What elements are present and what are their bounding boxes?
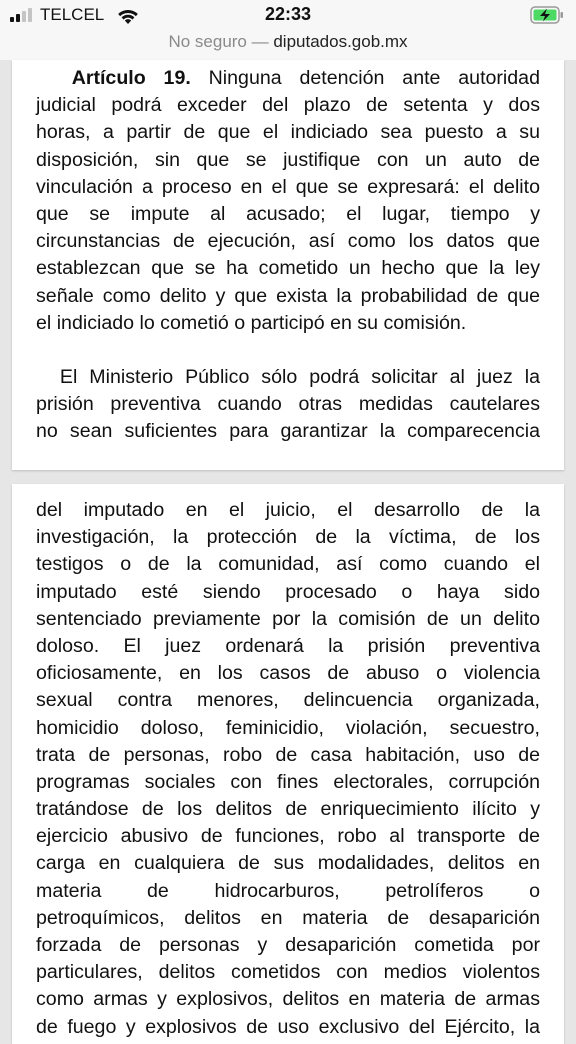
address-bar[interactable] (0, 30, 576, 60)
carrier-name: TELCEL (40, 5, 105, 24)
url-domain: diputados.gob.mx (273, 32, 408, 51)
article-text (36, 65, 540, 445)
text-line: oficiosamente, en los casos de abuso o violencia (36, 662, 540, 685)
text-line: horas, a partir de que el indiciado sea puesto a su (36, 121, 540, 144)
text-line: materia de hidrocarburos, petrolíferos o (36, 879, 540, 902)
text-line: que se impute al acusado; el lugar, tiempo y (36, 202, 540, 225)
text-line: de fuego y explosivos de uso exclusivo del Ejército, la (36, 1015, 540, 1038)
text-line: del imputado en el juicio, el desarrollo de la (36, 499, 540, 521)
text-line: señale como delito y que exista la probabilidad de que (36, 284, 540, 307)
status-bar (0, 0, 576, 30)
text-line: trata de personas, robo de casa habitación, uso de (36, 743, 540, 766)
document-page-1 (12, 60, 564, 470)
text-line: tratándose de los delitos de enriquecimiento ilícito y (36, 798, 540, 821)
text-line: imputado esté siendo procesado o haya sido (36, 580, 540, 603)
text-line: sentenciado previamente por la comisión de un delito (36, 607, 540, 630)
text-line: vinculación a proceso en el que se expresará: el delito (36, 175, 540, 198)
text-line: circunstancias de ejecución, así como los datos que (36, 230, 540, 253)
text-line: programas sociales con fines electorales, corrupción (36, 770, 540, 793)
text-line: judicial podrá exceder del plazo de setenta y dos (36, 94, 540, 117)
text-line: ejercicio abusivo de funciones, robo al transporte de (36, 825, 540, 848)
text-line: prisión preventiva cuando otras medidas cautelares (36, 393, 540, 416)
text-line: carga en cualquiera de sus modalidades, delitos en (36, 852, 540, 875)
text-line: como armas y explosivos, delitos en materia de armas (36, 988, 540, 1011)
text-line: El Ministerio Público sólo podrá solicitar al juez la (59, 365, 541, 388)
clock: 22:33 (264, 4, 312, 24)
text-line: petroquímicos, delitos en materia de desaparición (36, 906, 540, 929)
text-line: testigos o de la comunidad, así como cuando el (36, 553, 540, 576)
battery-charging-icon (530, 6, 564, 24)
article-text-continued (36, 497, 540, 1041)
text-line: sexual contra menores, delincuencia organizada, (36, 689, 540, 712)
text-line: establezcan que se ha cometido un hecho que la ley (36, 257, 540, 280)
text-line: doloso. El juez ordenará la prisión preventiva (36, 634, 540, 657)
text-line: disposición, sin que se justifique con un auto de (36, 148, 540, 171)
article-heading: Artículo 19. (71, 67, 191, 89)
text-line: el indiciado lo cometió o participó en su comisión. (36, 311, 467, 334)
document-page-2 (12, 484, 564, 1044)
security-label: No seguro — (168, 32, 274, 51)
text-line: Artículo 19. Ninguna detención ante autoridad (71, 67, 540, 89)
text-line: forzada de personas y desaparición cometida por (36, 934, 540, 956)
text-line: particulares, delitos cometidos con medios violentos (36, 961, 540, 984)
text-line: no sean suficientes para garantizar la comparecencia (36, 420, 540, 443)
text-line: investigación, la protección de la víctima, de los (36, 526, 540, 549)
text-line: homicidio doloso, feminicidio, violación, secuestro, (36, 716, 540, 739)
